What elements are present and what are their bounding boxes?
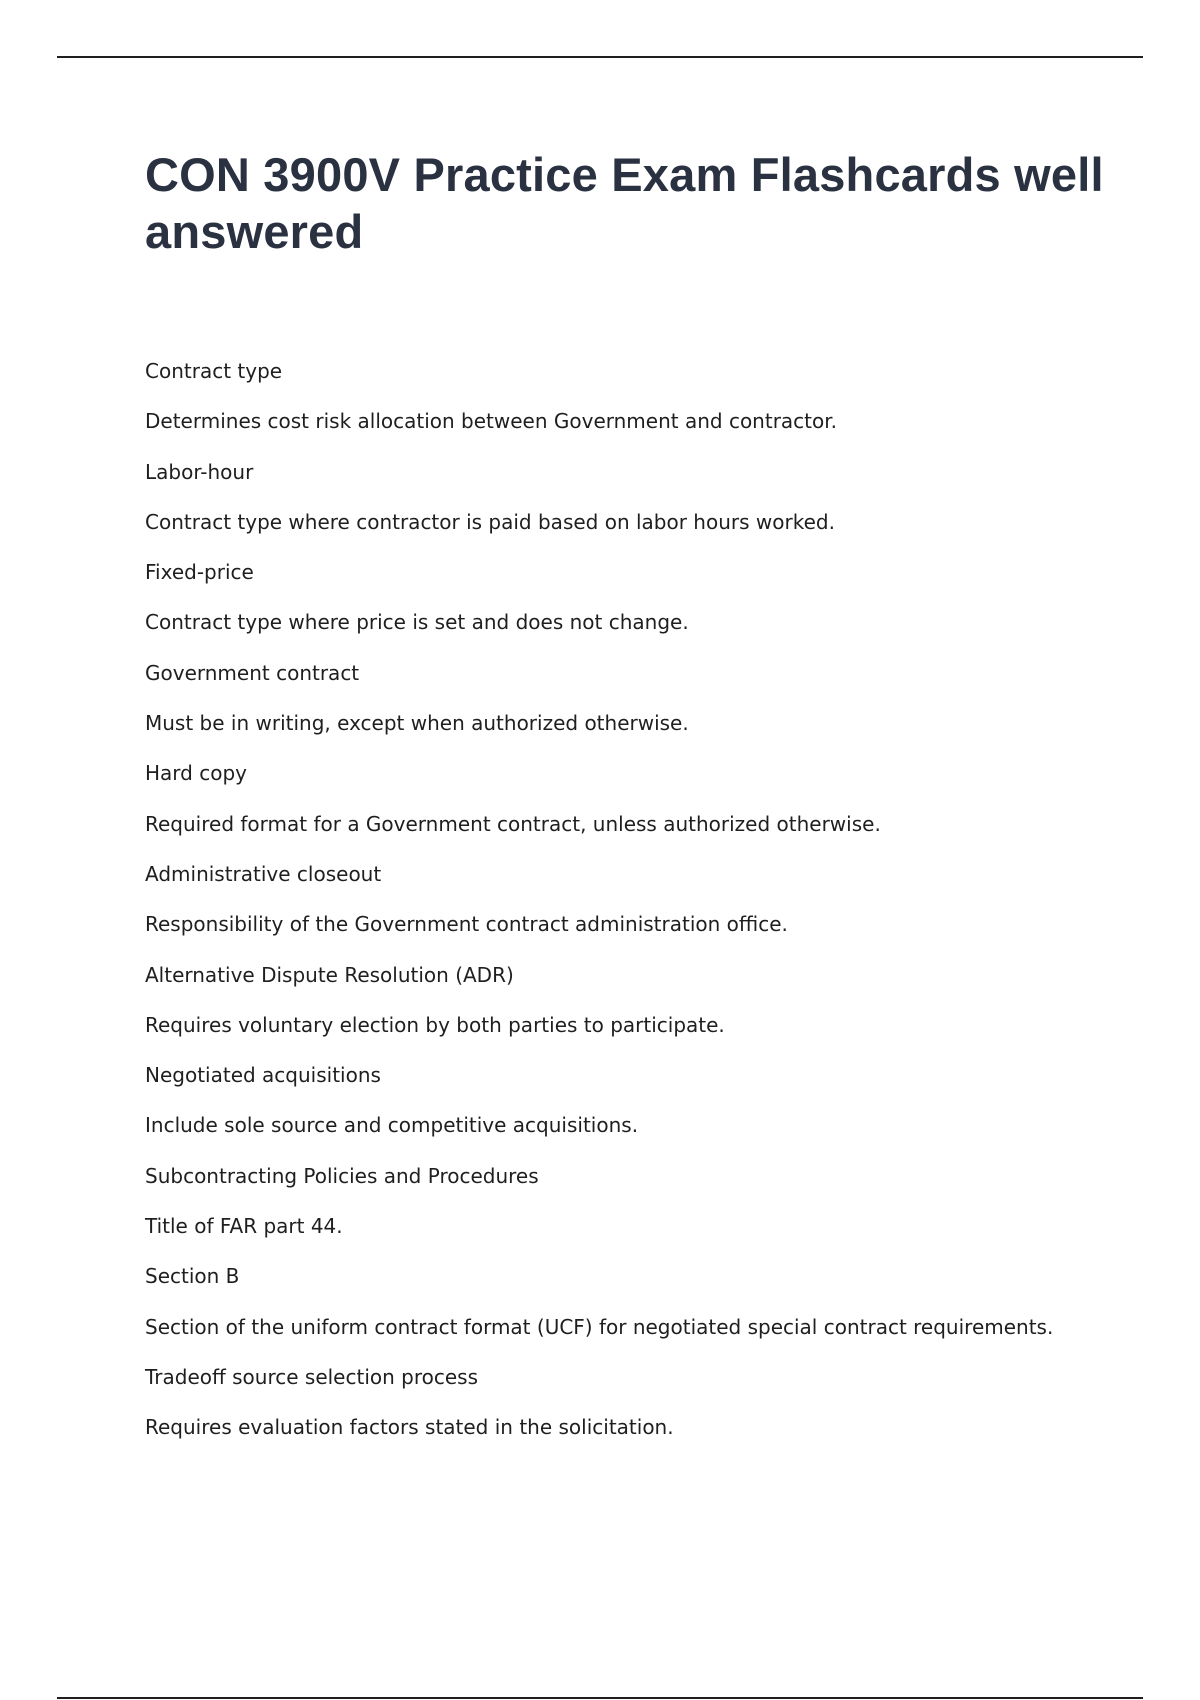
bottom-rule <box>57 1697 1143 1699</box>
page-title: CON 3900V Practice Exam Flashcards well answered <box>145 148 1104 258</box>
flashcard-definition: Determines cost risk allocation between Government and contractor. <box>145 409 837 434</box>
flashcard-definition: Section of the uniform contract format (UCF) for negotiated special contract requirements. <box>145 1314 1054 1339</box>
flashcard-term: Negotiated acquisitions <box>145 1063 381 1088</box>
flashcard-definition: Requires evaluation factors stated in the solicitation. <box>145 1415 674 1440</box>
flashcard-definition: Must be in writing, except when authorized otherwise. <box>145 711 689 736</box>
flashcard-term: Fixed-price <box>145 560 254 585</box>
flashcard-term: Tradeoff source selection process <box>145 1364 479 1389</box>
flashcard-definition: Contract type where contractor is paid based on labor hours worked. <box>145 509 835 534</box>
flashcard-definition: Required format for a Government contract, unless authorized otherwise. <box>145 811 881 836</box>
flashcard-term: Section B <box>145 1264 240 1289</box>
flashcard-term: Subcontracting Policies and Procedures <box>145 1163 539 1188</box>
flashcard-term: Contract type <box>145 359 283 383</box>
flashcard-term: Alternative Dispute Resolution (ADR) <box>145 962 514 987</box>
flashcard-definition: Title of FAR part 44. <box>145 1214 343 1239</box>
flashcard-definition: Responsibility of the Government contract administration office. <box>145 912 788 937</box>
flashcard-definition: Contract type where price is set and does not change. <box>145 610 689 635</box>
flashcard-term: Government contract <box>145 660 360 685</box>
flashcard-term: Hard copy <box>145 761 247 786</box>
flashcard-term: Administrative closeout <box>145 861 382 886</box>
flashcard-definition: Include sole source and competitive acquisitions. <box>145 1113 639 1138</box>
top-rule <box>57 56 1143 58</box>
flashcard-term: Labor-hour <box>145 459 254 484</box>
flashcard-list <box>145 356 1125 1463</box>
flashcard-definition: Requires voluntary election by both parties to participate. <box>145 1012 725 1037</box>
